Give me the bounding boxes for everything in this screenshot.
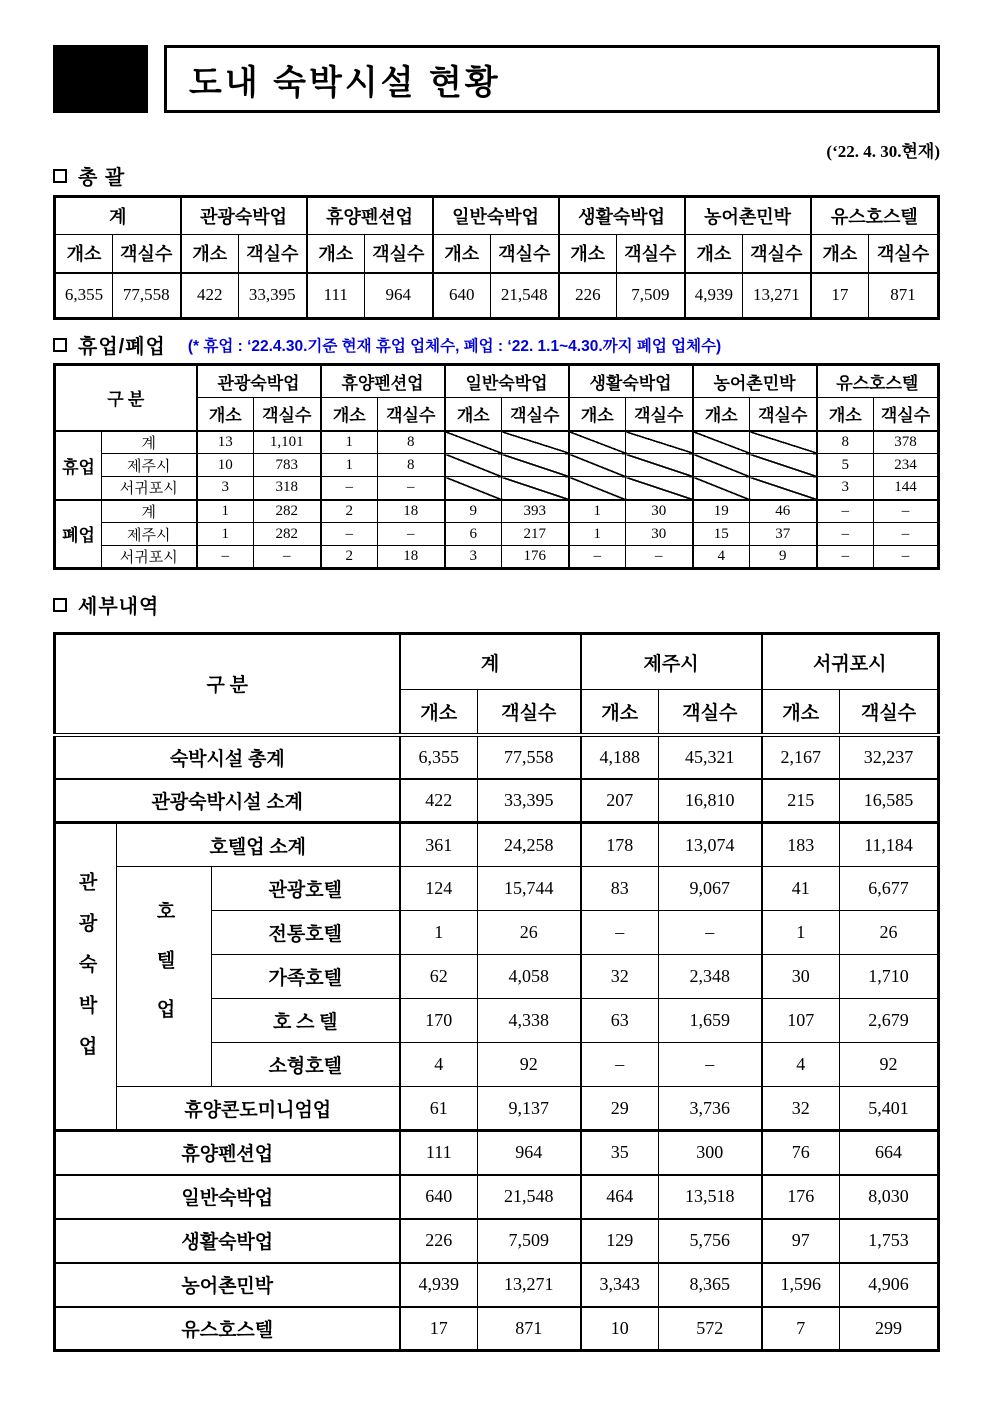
value-cell: 32 bbox=[581, 955, 659, 999]
row-label: 전통호텔 bbox=[212, 911, 400, 955]
detail-row-tour-subtotal bbox=[55, 779, 939, 823]
na-cell bbox=[502, 477, 569, 500]
row-label: 제주시 bbox=[102, 454, 197, 477]
closed-jeju-row bbox=[55, 523, 939, 546]
value-cell: 32 bbox=[762, 1087, 840, 1131]
col-rooms: 객실수 bbox=[743, 235, 811, 273]
col-group: 제주시 bbox=[581, 634, 762, 690]
section-label-detail: 세부내역 bbox=[78, 596, 160, 618]
value-cell: 964 bbox=[478, 1131, 581, 1175]
row-label: 유스호스텔 bbox=[55, 1307, 400, 1351]
col-rooms: 객실수 bbox=[478, 690, 581, 735]
value-cell: – bbox=[378, 477, 445, 500]
value-cell: 16,810 bbox=[659, 779, 762, 823]
col-group: 휴양펜션업 bbox=[321, 365, 445, 398]
value-cell: 61 bbox=[400, 1087, 478, 1131]
na-cell bbox=[569, 454, 626, 477]
value-cell: 6 bbox=[445, 523, 502, 546]
value-cell: 124 bbox=[400, 867, 478, 911]
overview-values-row bbox=[55, 273, 939, 319]
value-cell: 422 bbox=[400, 779, 478, 823]
col-rooms: 객실수 bbox=[659, 690, 762, 735]
closed-seogwipo-row bbox=[55, 546, 939, 569]
col-count: 개소 bbox=[581, 690, 659, 735]
suspension-jeju-row bbox=[55, 454, 939, 477]
col-count: 개소 bbox=[559, 235, 617, 273]
value-cell: 2 bbox=[321, 500, 378, 523]
col-rooms: 객실수 bbox=[239, 235, 307, 273]
value-cell: 97 bbox=[762, 1219, 840, 1263]
na-cell bbox=[693, 431, 750, 454]
value-cell: – bbox=[321, 523, 378, 546]
detail-row-youth-hostel bbox=[55, 1307, 939, 1351]
value-cell: 9 bbox=[750, 546, 817, 569]
value-cell: 871 bbox=[869, 273, 939, 319]
value-cell: 226 bbox=[400, 1219, 478, 1263]
section-header-detail bbox=[53, 590, 940, 619]
value-cell: 8 bbox=[817, 431, 874, 454]
value-cell: 63 bbox=[581, 999, 659, 1043]
value-cell: 1,101 bbox=[254, 431, 321, 454]
value-cell: 8,030 bbox=[840, 1175, 939, 1219]
col-count: 개소 bbox=[762, 690, 840, 735]
col-group: 계 bbox=[55, 197, 181, 235]
na-cell bbox=[626, 477, 693, 500]
value-cell: 7,509 bbox=[478, 1219, 581, 1263]
col-group: 생활숙박업 bbox=[569, 365, 693, 398]
value-cell: 4 bbox=[400, 1043, 478, 1087]
value-cell: 5,756 bbox=[659, 1219, 762, 1263]
col-group: 일반숙박업 bbox=[433, 197, 559, 235]
col-rooms: 객실수 bbox=[254, 398, 321, 431]
value-cell: 144 bbox=[874, 477, 939, 500]
col-rooms: 객실수 bbox=[113, 235, 181, 273]
value-cell: 111 bbox=[307, 273, 365, 319]
value-cell: 2 bbox=[321, 546, 378, 569]
overview-unit-header-row bbox=[55, 235, 939, 273]
closure-note: (* 휴업 : ‘22.4.30.기준 현재 휴업 업체수, 폐업 : ‘22. 1.1~4.30.까지 폐업 업체수) bbox=[187, 337, 722, 355]
hollow-square-icon bbox=[53, 598, 67, 612]
value-cell: 1 bbox=[321, 431, 378, 454]
value-cell: 45,321 bbox=[659, 735, 762, 779]
value-cell: 26 bbox=[840, 911, 939, 955]
detail-row-hotel-subtotal bbox=[55, 823, 939, 867]
value-cell: 11,184 bbox=[840, 823, 939, 867]
col-group: 서귀포시 bbox=[762, 634, 939, 690]
col-group: 농어촌민박 bbox=[693, 365, 817, 398]
vertical-label: 호텔업 bbox=[153, 900, 175, 1048]
value-cell: 19 bbox=[693, 500, 750, 523]
col-rooms: 객실수 bbox=[365, 235, 433, 273]
overview-table bbox=[53, 195, 940, 320]
value-cell: 640 bbox=[433, 273, 491, 319]
col-count: 개소 bbox=[817, 398, 874, 431]
col-group: 일반숙박업 bbox=[445, 365, 569, 398]
col-count: 개소 bbox=[685, 235, 743, 273]
value-cell: 16,585 bbox=[840, 779, 939, 823]
suspension-total-row bbox=[55, 431, 939, 454]
value-cell: – bbox=[378, 523, 445, 546]
value-cell: – bbox=[254, 546, 321, 569]
col-count: 개소 bbox=[693, 398, 750, 431]
closure-table bbox=[53, 363, 940, 570]
row-label: 관광호텔 bbox=[212, 867, 400, 911]
col-count: 개소 bbox=[445, 398, 502, 431]
detail-row-living-lodging bbox=[55, 1219, 939, 1263]
value-cell: 4,939 bbox=[400, 1263, 478, 1307]
detail-row-condominium bbox=[55, 1087, 939, 1131]
overview-group-header-row bbox=[55, 197, 939, 235]
value-cell: 13,271 bbox=[743, 273, 811, 319]
value-cell: 33,395 bbox=[478, 779, 581, 823]
detail-row-general-lodging bbox=[55, 1175, 939, 1219]
value-cell: 15,744 bbox=[478, 867, 581, 911]
value-cell: 8 bbox=[378, 454, 445, 477]
value-cell: – bbox=[874, 500, 939, 523]
value-cell: 77,558 bbox=[478, 735, 581, 779]
suspension-seogwipo-row bbox=[55, 477, 939, 500]
value-cell: 62 bbox=[400, 955, 478, 999]
value-cell: 5,401 bbox=[840, 1087, 939, 1131]
col-rooms: 객실수 bbox=[874, 398, 939, 431]
value-cell: 111 bbox=[400, 1131, 478, 1175]
value-cell: 13,074 bbox=[659, 823, 762, 867]
value-cell: 1 bbox=[569, 523, 626, 546]
value-cell: 7,509 bbox=[617, 273, 685, 319]
value-cell: 1,596 bbox=[762, 1263, 840, 1307]
value-cell: 3 bbox=[817, 477, 874, 500]
value-cell: 13 bbox=[197, 431, 254, 454]
value-cell: 234 bbox=[874, 454, 939, 477]
value-cell: 2,679 bbox=[840, 999, 939, 1043]
col-count: 개소 bbox=[400, 690, 478, 735]
value-cell: 33,395 bbox=[239, 273, 307, 319]
col-rooms: 객실수 bbox=[750, 398, 817, 431]
col-count: 개소 bbox=[181, 235, 239, 273]
na-cell bbox=[750, 454, 817, 477]
value-cell: – bbox=[817, 546, 874, 569]
na-cell bbox=[750, 431, 817, 454]
value-cell: 13,271 bbox=[478, 1263, 581, 1307]
value-cell: 9,137 bbox=[478, 1087, 581, 1131]
vertical-label: 관광숙박업 bbox=[75, 871, 97, 1077]
value-cell: 4,939 bbox=[685, 273, 743, 319]
header-black-block bbox=[53, 45, 148, 113]
value-cell: 3,736 bbox=[659, 1087, 762, 1131]
value-cell: 92 bbox=[478, 1043, 581, 1087]
na-cell bbox=[693, 454, 750, 477]
na-cell bbox=[626, 431, 693, 454]
col-count: 개소 bbox=[811, 235, 869, 273]
value-cell: 1 bbox=[321, 454, 378, 477]
value-cell: 6,355 bbox=[55, 273, 113, 319]
na-cell bbox=[569, 477, 626, 500]
detail-group-header-row bbox=[55, 634, 939, 690]
value-cell: 13,518 bbox=[659, 1175, 762, 1219]
value-cell: 3 bbox=[197, 477, 254, 500]
value-cell: 10 bbox=[581, 1307, 659, 1351]
na-cell bbox=[445, 454, 502, 477]
value-cell: 299 bbox=[840, 1307, 939, 1351]
col-count: 개소 bbox=[197, 398, 254, 431]
col-rooms: 객실수 bbox=[626, 398, 693, 431]
value-cell: 422 bbox=[181, 273, 239, 319]
value-cell: 6,677 bbox=[840, 867, 939, 911]
value-cell: 1,659 bbox=[659, 999, 762, 1043]
value-cell: 30 bbox=[626, 500, 693, 523]
value-cell: 1 bbox=[762, 911, 840, 955]
value-cell: 170 bbox=[400, 999, 478, 1043]
value-cell: 8,365 bbox=[659, 1263, 762, 1307]
value-cell: 8 bbox=[378, 431, 445, 454]
value-cell: 217 bbox=[502, 523, 569, 546]
value-cell: 4,058 bbox=[478, 955, 581, 999]
section-label-closure: 휴업/폐업 bbox=[78, 336, 166, 358]
value-cell: – bbox=[197, 546, 254, 569]
value-cell: – bbox=[817, 523, 874, 546]
closure-group-header-row bbox=[55, 365, 939, 398]
value-cell: – bbox=[659, 911, 762, 955]
value-cell: 2,167 bbox=[762, 735, 840, 779]
row-label: 휴양펜션업 bbox=[55, 1131, 400, 1175]
value-cell: 10 bbox=[197, 454, 254, 477]
col-rooms: 객실수 bbox=[502, 398, 569, 431]
detail-row-pension bbox=[55, 1131, 939, 1175]
value-cell: 35 bbox=[581, 1131, 659, 1175]
section-header-closure bbox=[53, 330, 940, 359]
value-cell: 17 bbox=[400, 1307, 478, 1351]
row-label: 호텔업 소계 bbox=[117, 823, 400, 867]
value-cell: 107 bbox=[762, 999, 840, 1043]
row-label: 호 스 텔 bbox=[212, 999, 400, 1043]
closed-total-row bbox=[55, 500, 939, 523]
row-label: 가족호텔 bbox=[212, 955, 400, 999]
row-label: 서귀포시 bbox=[102, 546, 197, 569]
col-rooms: 객실수 bbox=[617, 235, 685, 273]
col-group: 계 bbox=[400, 634, 581, 690]
row-label: 계 bbox=[102, 500, 197, 523]
value-cell: – bbox=[659, 1043, 762, 1087]
col-group: 유스호스텔 bbox=[811, 197, 939, 235]
value-cell: 183 bbox=[762, 823, 840, 867]
value-cell: – bbox=[321, 477, 378, 500]
detail-row-farm-stay bbox=[55, 1263, 939, 1307]
value-cell: 30 bbox=[626, 523, 693, 546]
value-cell: 361 bbox=[400, 823, 478, 867]
value-cell: 282 bbox=[254, 523, 321, 546]
value-cell: 83 bbox=[581, 867, 659, 911]
value-cell: 1,710 bbox=[840, 955, 939, 999]
row-group-label: 휴업 bbox=[55, 431, 102, 500]
row-label: 제주시 bbox=[102, 523, 197, 546]
value-cell: 4,338 bbox=[478, 999, 581, 1043]
col-count: 개소 bbox=[321, 398, 378, 431]
value-cell: 5 bbox=[817, 454, 874, 477]
value-cell: 215 bbox=[762, 779, 840, 823]
col-group: 생활숙박업 bbox=[559, 197, 685, 235]
col-group: 농어촌민박 bbox=[685, 197, 811, 235]
page-title: 도내 숙박시설 현황 bbox=[189, 63, 501, 102]
detail-table bbox=[53, 632, 940, 1352]
col-rooms: 객실수 bbox=[869, 235, 939, 273]
row-label: 숙박시설 총계 bbox=[55, 735, 400, 779]
hollow-square-icon bbox=[53, 338, 67, 352]
value-cell: 9,067 bbox=[659, 867, 762, 911]
col-group: 관광숙박업 bbox=[197, 365, 321, 398]
value-cell: 964 bbox=[365, 273, 433, 319]
value-cell: 76 bbox=[762, 1131, 840, 1175]
value-cell: 1 bbox=[569, 500, 626, 523]
value-cell: 282 bbox=[254, 500, 321, 523]
section-header-overview bbox=[53, 161, 940, 190]
value-cell: 178 bbox=[581, 823, 659, 867]
value-cell: 29 bbox=[581, 1087, 659, 1131]
title-box bbox=[164, 45, 940, 113]
col-count: 개소 bbox=[307, 235, 365, 273]
value-cell: – bbox=[817, 500, 874, 523]
col-count: 개소 bbox=[569, 398, 626, 431]
value-cell: 18 bbox=[378, 500, 445, 523]
value-cell: 1 bbox=[197, 523, 254, 546]
col-count: 개소 bbox=[55, 235, 113, 273]
value-cell: 176 bbox=[762, 1175, 840, 1219]
value-cell: 129 bbox=[581, 1219, 659, 1263]
as-of-date: (‘22. 4. 30.현재) bbox=[826, 142, 940, 161]
value-cell: 15 bbox=[693, 523, 750, 546]
value-cell: – bbox=[874, 546, 939, 569]
value-cell: 41 bbox=[762, 867, 840, 911]
value-cell: 4,906 bbox=[840, 1263, 939, 1307]
value-cell: – bbox=[581, 911, 659, 955]
value-cell: 572 bbox=[659, 1307, 762, 1351]
value-cell: – bbox=[581, 1043, 659, 1087]
row-label: 일반숙박업 bbox=[55, 1175, 400, 1219]
value-cell: 176 bbox=[502, 546, 569, 569]
detail-row-total bbox=[55, 735, 939, 779]
document-header bbox=[53, 45, 940, 113]
value-cell: 300 bbox=[659, 1131, 762, 1175]
na-cell bbox=[502, 454, 569, 477]
row-group-hotel bbox=[117, 867, 212, 1087]
value-cell: 6,355 bbox=[400, 735, 478, 779]
na-cell bbox=[693, 477, 750, 500]
row-label: 계 bbox=[102, 431, 197, 454]
value-cell: 24,258 bbox=[478, 823, 581, 867]
value-cell: 7 bbox=[762, 1307, 840, 1351]
value-cell: 17 bbox=[811, 273, 869, 319]
value-cell: – bbox=[569, 546, 626, 569]
value-cell: 226 bbox=[559, 273, 617, 319]
col-rooms: 객실수 bbox=[378, 398, 445, 431]
na-cell bbox=[445, 431, 502, 454]
row-label: 농어촌민박 bbox=[55, 1263, 400, 1307]
value-cell: 3 bbox=[445, 546, 502, 569]
col-group: 유스호스텔 bbox=[817, 365, 939, 398]
col-gubun: 구 분 bbox=[55, 365, 197, 431]
value-cell: 46 bbox=[750, 500, 817, 523]
value-cell: 1 bbox=[197, 500, 254, 523]
value-cell: 18 bbox=[378, 546, 445, 569]
na-cell bbox=[445, 477, 502, 500]
col-rooms: 객실수 bbox=[491, 235, 559, 273]
row-label: 관광숙박시설 소계 bbox=[55, 779, 400, 823]
value-cell: 4 bbox=[762, 1043, 840, 1087]
value-cell: – bbox=[874, 523, 939, 546]
value-cell: – bbox=[626, 546, 693, 569]
value-cell: 21,548 bbox=[478, 1175, 581, 1219]
value-cell: 378 bbox=[874, 431, 939, 454]
value-cell: 37 bbox=[750, 523, 817, 546]
row-group-label: 폐업 bbox=[55, 500, 102, 569]
na-cell bbox=[750, 477, 817, 500]
value-cell: 77,558 bbox=[113, 273, 181, 319]
row-label: 생활숙박업 bbox=[55, 1219, 400, 1263]
value-cell: 32,237 bbox=[840, 735, 939, 779]
value-cell: 26 bbox=[478, 911, 581, 955]
row-label: 휴양콘도미니엄업 bbox=[117, 1087, 400, 1131]
value-cell: 4,188 bbox=[581, 735, 659, 779]
value-cell: 30 bbox=[762, 955, 840, 999]
value-cell: 21,548 bbox=[491, 273, 559, 319]
value-cell: 318 bbox=[254, 477, 321, 500]
na-cell bbox=[626, 454, 693, 477]
value-cell: 4 bbox=[693, 546, 750, 569]
value-cell: 9 bbox=[445, 500, 502, 523]
section-label-overview: 총 괄 bbox=[78, 167, 126, 189]
value-cell: 207 bbox=[581, 779, 659, 823]
col-count: 개소 bbox=[433, 235, 491, 273]
value-cell: 640 bbox=[400, 1175, 478, 1219]
value-cell: 1 bbox=[400, 911, 478, 955]
detail-row-tourist-hotel bbox=[55, 867, 939, 911]
row-label: 서귀포시 bbox=[102, 477, 197, 500]
value-cell: 1,753 bbox=[840, 1219, 939, 1263]
value-cell: 2,348 bbox=[659, 955, 762, 999]
na-cell bbox=[569, 431, 626, 454]
value-cell: 871 bbox=[478, 1307, 581, 1351]
value-cell: 783 bbox=[254, 454, 321, 477]
value-cell: 92 bbox=[840, 1043, 939, 1087]
col-group: 휴양펜션업 bbox=[307, 197, 433, 235]
value-cell: 464 bbox=[581, 1175, 659, 1219]
col-group: 관광숙박업 bbox=[181, 197, 307, 235]
row-label: 소형호텔 bbox=[212, 1043, 400, 1087]
col-gubun: 구 분 bbox=[55, 634, 400, 735]
row-group-tour bbox=[55, 823, 117, 1131]
na-cell bbox=[502, 431, 569, 454]
value-cell: 3,343 bbox=[581, 1263, 659, 1307]
hollow-square-icon bbox=[53, 169, 67, 183]
value-cell: 393 bbox=[502, 500, 569, 523]
col-rooms: 객실수 bbox=[840, 690, 939, 735]
value-cell: 664 bbox=[840, 1131, 939, 1175]
